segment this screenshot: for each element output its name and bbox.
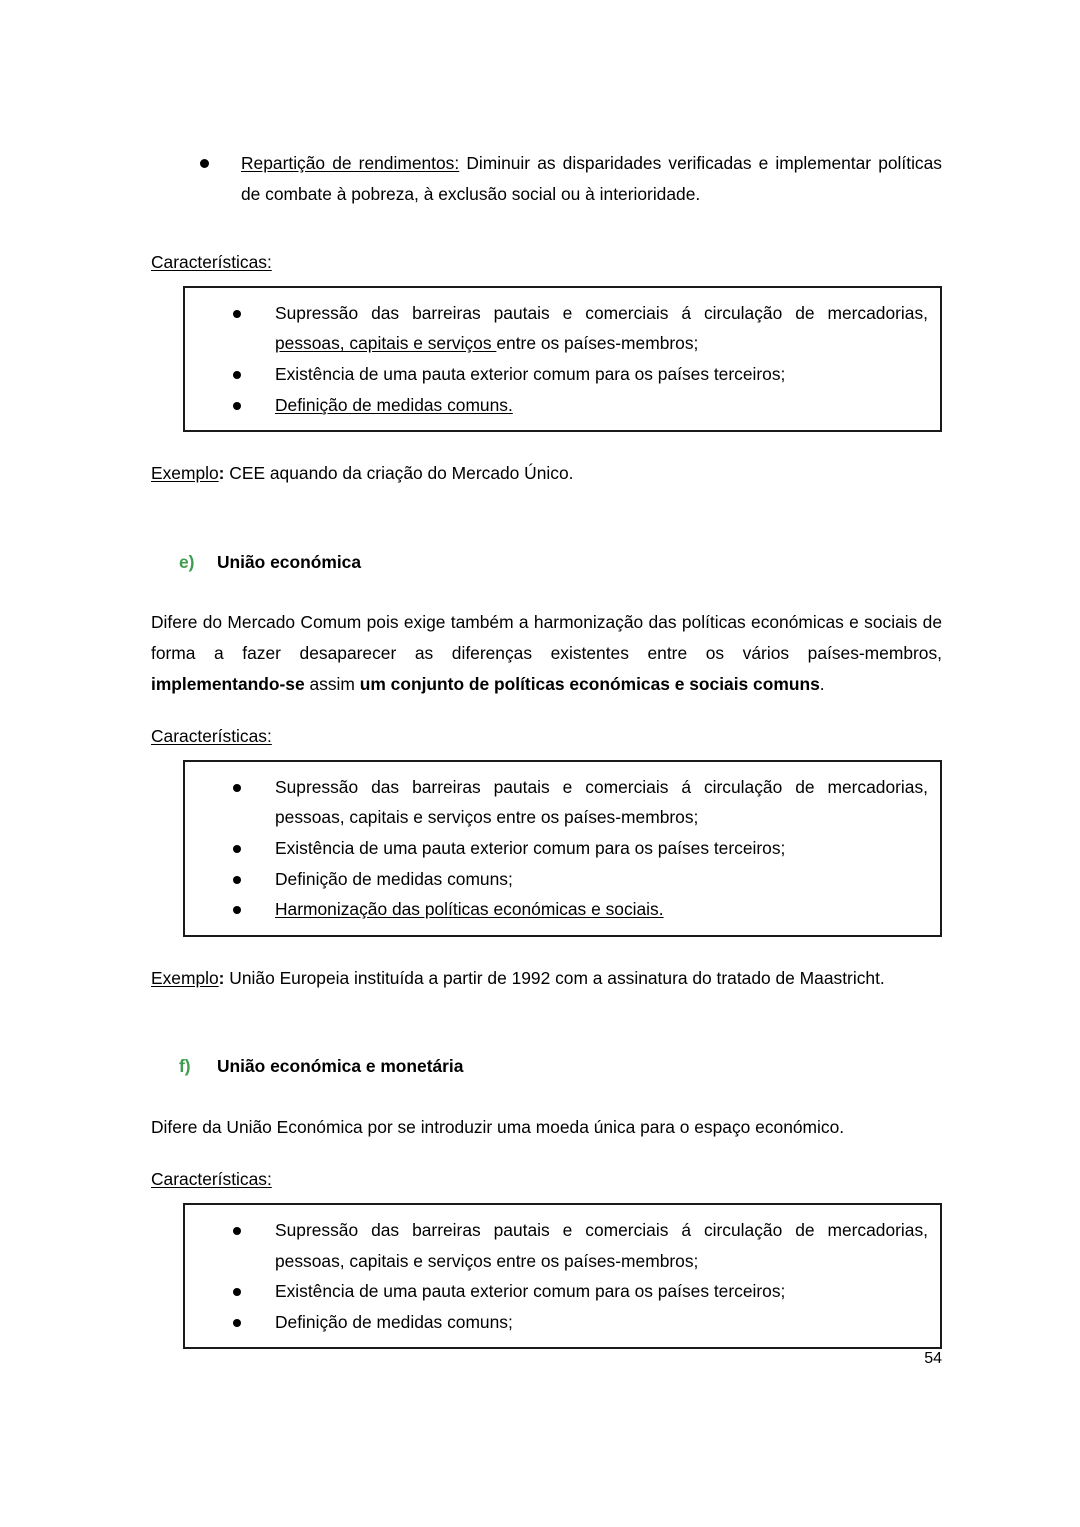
bullet-term: Repartição de rendimentos:	[241, 153, 460, 173]
bullet-dot-icon	[233, 371, 241, 379]
page-number: 54	[924, 1350, 942, 1367]
exemplo-label: Exemplo	[151, 967, 219, 988]
bullet-dot-icon	[233, 784, 241, 792]
bullet-dot-icon	[200, 159, 209, 168]
caracteristicas-box-mercado-comum	[183, 286, 942, 432]
exemplo-text: CEE aquando da criação do Mercado Único.	[224, 463, 574, 484]
paragraph-section-e	[151, 607, 942, 699]
exemplo-mercado-comum	[151, 458, 942, 489]
item-text-plain: Definição de medidas comuns;	[275, 868, 513, 889]
section-marker-f: f)	[179, 1056, 191, 1077]
caracteristicas-box-uniao-monetaria	[183, 1203, 942, 1349]
para-part-3: .	[819, 673, 825, 694]
bullet-dot-icon	[233, 876, 241, 884]
exemplo-colon: :	[218, 463, 225, 484]
item-text-underlined: pessoas, capitais e serviços	[275, 333, 497, 354]
para-part-2: assim	[304, 673, 360, 694]
caracteristicas-list	[185, 1215, 928, 1337]
exemplo-text: União Europeia instituída a partir de 1992 com a assinatura do tratado de Maastricht.	[224, 967, 885, 988]
heading-section-e	[179, 547, 942, 578]
para-bold-2: um conjunto de políticas económicas e sociais comuns	[359, 673, 820, 694]
list-item	[229, 833, 928, 864]
exemplo-label: Exemplo	[151, 463, 219, 484]
bullet-dot-icon	[233, 906, 241, 914]
caracteristicas-list	[185, 298, 928, 420]
bullet-dot-icon	[233, 845, 241, 853]
paragraph-section-f: Difere da União Económica por se introduzir uma moeda única para o espaço económico.	[151, 1116, 845, 1137]
bullet-body: Diminuir as disparidades verificadas e implementar políticas de combate à pobreza, à exclusão social ou à interioridade.	[241, 153, 942, 204]
para-bold-1: implementando-se	[151, 673, 305, 694]
item-text-plain: Definição de medidas comuns;	[275, 1311, 513, 1332]
section-marker-e: e)	[179, 551, 195, 572]
item-text-plain: Supressão das barreiras pautais e comerciais á circulação de mercadorias, pessoas, capitais e serviços entre os países-membros;	[275, 776, 928, 828]
item-text-plain: Existência de uma pauta exterior comum para os países terceiros;	[275, 363, 786, 384]
list-item	[229, 1307, 928, 1338]
list-item	[229, 864, 928, 895]
list-item	[229, 390, 928, 421]
list-item	[229, 1215, 928, 1276]
item-text-plain: Existência de uma pauta exterior comum para os países terceiros;	[275, 1281, 786, 1302]
item-text-underlined: Definição de medidas comuns.	[275, 394, 513, 415]
item-text-underlined: Harmonização das políticas económicas e sociais.	[275, 899, 664, 920]
bullet-dot-icon	[233, 402, 241, 410]
item-text-plain: Supressão das barreiras pautais e comerciais á circulação de mercadorias, pessoas, capitais e serviços entre os países-membros;	[275, 1220, 928, 1271]
list-item	[229, 298, 928, 359]
item-text-tail: entre os países-membros;	[496, 333, 699, 354]
bullet-dot-icon	[233, 310, 241, 318]
list-item	[229, 772, 928, 833]
page-content	[151, 148, 942, 1349]
item-text-plain: Existência de uma pauta exterior comum para os países terceiros;	[275, 837, 786, 858]
list-item	[194, 148, 942, 209]
bullet-dot-icon	[233, 1288, 241, 1296]
caracteristicas-label-2: Características:	[151, 726, 272, 747]
bullet-dot-icon	[233, 1227, 241, 1235]
caracteristicas-box-uniao-economica	[183, 760, 942, 937]
caracteristicas-label-3: Características:	[151, 1169, 272, 1190]
exemplo-colon: :	[218, 967, 225, 988]
list-item	[229, 359, 928, 390]
continued-bullet-list	[151, 148, 942, 209]
exemplo-uniao-economica	[151, 963, 942, 994]
section-title-e: União económica	[217, 551, 361, 572]
list-item	[229, 1276, 928, 1307]
section-title-f: União económica e monetária	[217, 1056, 464, 1077]
heading-section-f	[179, 1051, 942, 1082]
item-text-plain: Supressão das barreiras pautais e comerciais á circulação de mercadorias,	[275, 302, 928, 323]
bullet-dot-icon	[233, 1319, 241, 1327]
caracteristicas-list	[185, 772, 928, 925]
list-item	[229, 894, 928, 925]
para-part-1: Difere do Mercado Comum pois exige também a harmonização das políticas económicas e sociais de forma a fazer desaparecer as diferenças existentes entre os vários países-membros,	[151, 612, 942, 663]
caracteristicas-label-1: Características:	[151, 252, 272, 273]
